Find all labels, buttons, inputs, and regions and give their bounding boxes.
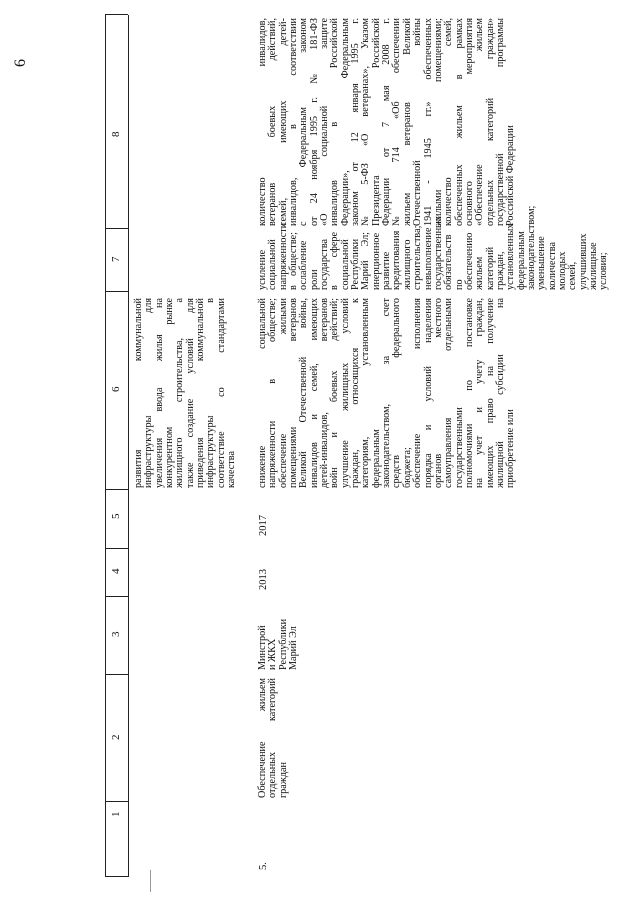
start-year: 2013 [258, 569, 269, 590]
table-line [105, 489, 128, 490]
text-line: социальной [339, 239, 351, 290]
text-line: помещениями ветеранов [288, 298, 300, 488]
end-year: 2017 [258, 515, 269, 536]
column-number: 1 [110, 811, 122, 817]
table-line [105, 15, 106, 877]
column-number: 2 [110, 734, 122, 740]
text-line: инвалидов и семей, имеющих [308, 298, 320, 488]
text-line: инфраструктуры для [143, 298, 155, 488]
text-line: количество инвалидов, [257, 18, 268, 226]
text-line: «О социальной защите [319, 18, 331, 226]
text-line: на учет и учету граждан, [474, 298, 486, 488]
text-line: соответствие со стандартами [215, 298, 227, 488]
text-line: приведения коммунальной [195, 298, 207, 488]
text-line: и ЖКХ [267, 638, 279, 670]
text-line: установленных [505, 223, 517, 290]
text-line: законодательством, за счет [381, 298, 393, 488]
text-line: Марий Эл; [360, 232, 372, 290]
text-line: ослабление роли [298, 240, 320, 290]
text-line: с Федеральным законом [298, 18, 310, 226]
column-number: 8 [110, 131, 122, 137]
text-line: государства в сфере [319, 232, 341, 290]
text-line: категорий граждан, [484, 246, 506, 290]
text-line: отдельных категорий граждан» [484, 18, 496, 226]
table-line [105, 674, 128, 675]
text-line: обязательств по [443, 234, 465, 290]
text-line: качества [226, 451, 238, 488]
text-line: обеспеченных жильем в рамках [453, 18, 465, 226]
table-line [105, 801, 128, 802]
text-line: бюджета; [401, 447, 413, 488]
column-number: 7 [110, 256, 122, 262]
column-number: 3 [110, 631, 122, 637]
table-line [105, 876, 128, 877]
text-line: строительства; [412, 225, 424, 290]
text-line: Республики [277, 618, 289, 670]
text-line: «Обеспечение жильем [474, 18, 486, 226]
text-line: увеличения ввода жилья на [153, 298, 165, 488]
text-line: усиление социальной [257, 239, 279, 290]
text-line: конкурентном рынке [164, 298, 176, 488]
text-line: детей-инвалидов, ветеранов [319, 298, 331, 488]
text-line: жилыми помещениями; [432, 18, 444, 226]
text-line: Марий Эл [288, 626, 300, 670]
text-line: жилищные условия; [588, 242, 610, 290]
text-line: Минстрой [257, 625, 268, 670]
text-line: жильем ветеранов Великой [401, 18, 413, 226]
text-line: обеспечение жилыми [277, 298, 289, 488]
text-line: Российской Федерации [505, 125, 517, 226]
text-line: количества молодых [546, 242, 568, 290]
text-line: Федерации», Федеральным [339, 18, 351, 226]
consequences-of-non-implementation [257, 205, 610, 290]
text-line: государственных [432, 216, 444, 290]
text-line: самоуправления отдельными [443, 298, 455, 488]
indicators-link [258, 18, 517, 226]
text-line: снижение социальной [257, 298, 268, 488]
text-line: жилищной субсидии на [494, 298, 506, 488]
text-line: войн и боевых действий; [329, 298, 341, 488]
continuation-col6 [134, 298, 237, 488]
text-line: № 714 «Об обеспечении [391, 18, 403, 226]
text-line: невыполнение [422, 227, 434, 290]
column-number: 5 [110, 513, 122, 519]
text-line: Великой Отечественной войны, [298, 298, 310, 488]
text-line: полномочиями по постановке [463, 298, 475, 488]
text-line: от 24 ноября 1995 г. № 181-ФЗ [308, 18, 320, 226]
scan-artifact-line [150, 870, 151, 892]
text-line: порядка и условий наделения [422, 298, 434, 488]
text-line: развитие [381, 251, 393, 290]
text-line: инвалидов, в соответствии [288, 18, 300, 226]
page-number: 6 [12, 59, 29, 67]
text-line: ветеранов боевых действий, [267, 18, 279, 226]
text-line: жилищного строительства, а [174, 298, 186, 488]
column-number: 4 [110, 568, 122, 574]
row-title: Обеспечение жильем отдельных категорий граждан [257, 678, 289, 798]
text-line: граждан, относящихся к [350, 298, 362, 488]
text-line: 1941 - 1945 гг.» обеспеченных [422, 18, 434, 226]
text-line: имеющих право на получение [484, 298, 496, 488]
text-line: федеральным [370, 429, 382, 488]
text-line: основного мероприятия [463, 18, 475, 226]
text-line: инвалидов в Российской [329, 18, 341, 226]
text-line: количество семей, [443, 18, 455, 226]
text-line: инерционное [370, 232, 382, 290]
text-line: кредитования [391, 230, 403, 290]
text-line: федеральным [515, 231, 527, 290]
text-line: Республики [350, 238, 362, 290]
text-line: напряженности в обществе; [267, 298, 279, 488]
text-line: категориям, установленным [360, 298, 372, 488]
text-line: уменьшение [536, 236, 548, 290]
text-line: жилищного [401, 239, 413, 290]
table-line [128, 15, 129, 877]
text-line: напряженности [277, 222, 289, 290]
expected-results [258, 298, 517, 488]
column-number: 6 [110, 386, 122, 392]
text-line: приобретение или [505, 409, 517, 488]
text-line: также создание условий для [184, 298, 196, 488]
row-number: 5. [258, 862, 269, 870]
text-line: в обществе; [288, 232, 300, 290]
text-line: обеспечению жильем [463, 232, 486, 290]
text-line: улучшение жилищных условий [339, 298, 351, 488]
text-line: государственной программы [494, 18, 506, 226]
text-line: Отечественной войны [412, 18, 424, 226]
text-line: государственными [453, 407, 465, 488]
text-line: органов местного [432, 298, 444, 488]
text-line: законодательством; [525, 205, 537, 290]
text-line: обеспечение исполнения [412, 298, 424, 488]
table-line [105, 14, 128, 15]
table-line [105, 291, 128, 292]
text-line: № 5-ФЗ «О ветеранах», Указом [360, 18, 372, 226]
text-line: Федерации от 7 мая 2008 г. [381, 18, 393, 226]
table-line [105, 596, 128, 597]
text-line: развития коммунальной [133, 298, 144, 488]
text-line: законом от 12 января 1995 г. [350, 18, 362, 226]
text-line: семей, улучшивших [567, 233, 589, 290]
table-line [105, 548, 128, 549]
table-line [105, 228, 128, 229]
text-line: инфраструктуры в [205, 298, 217, 488]
responsible-executor [258, 598, 299, 670]
text-line: семей, имеющих детей- [277, 18, 289, 226]
text-line: средств федерального [391, 298, 403, 488]
text-line: Президента Российской [370, 18, 382, 226]
